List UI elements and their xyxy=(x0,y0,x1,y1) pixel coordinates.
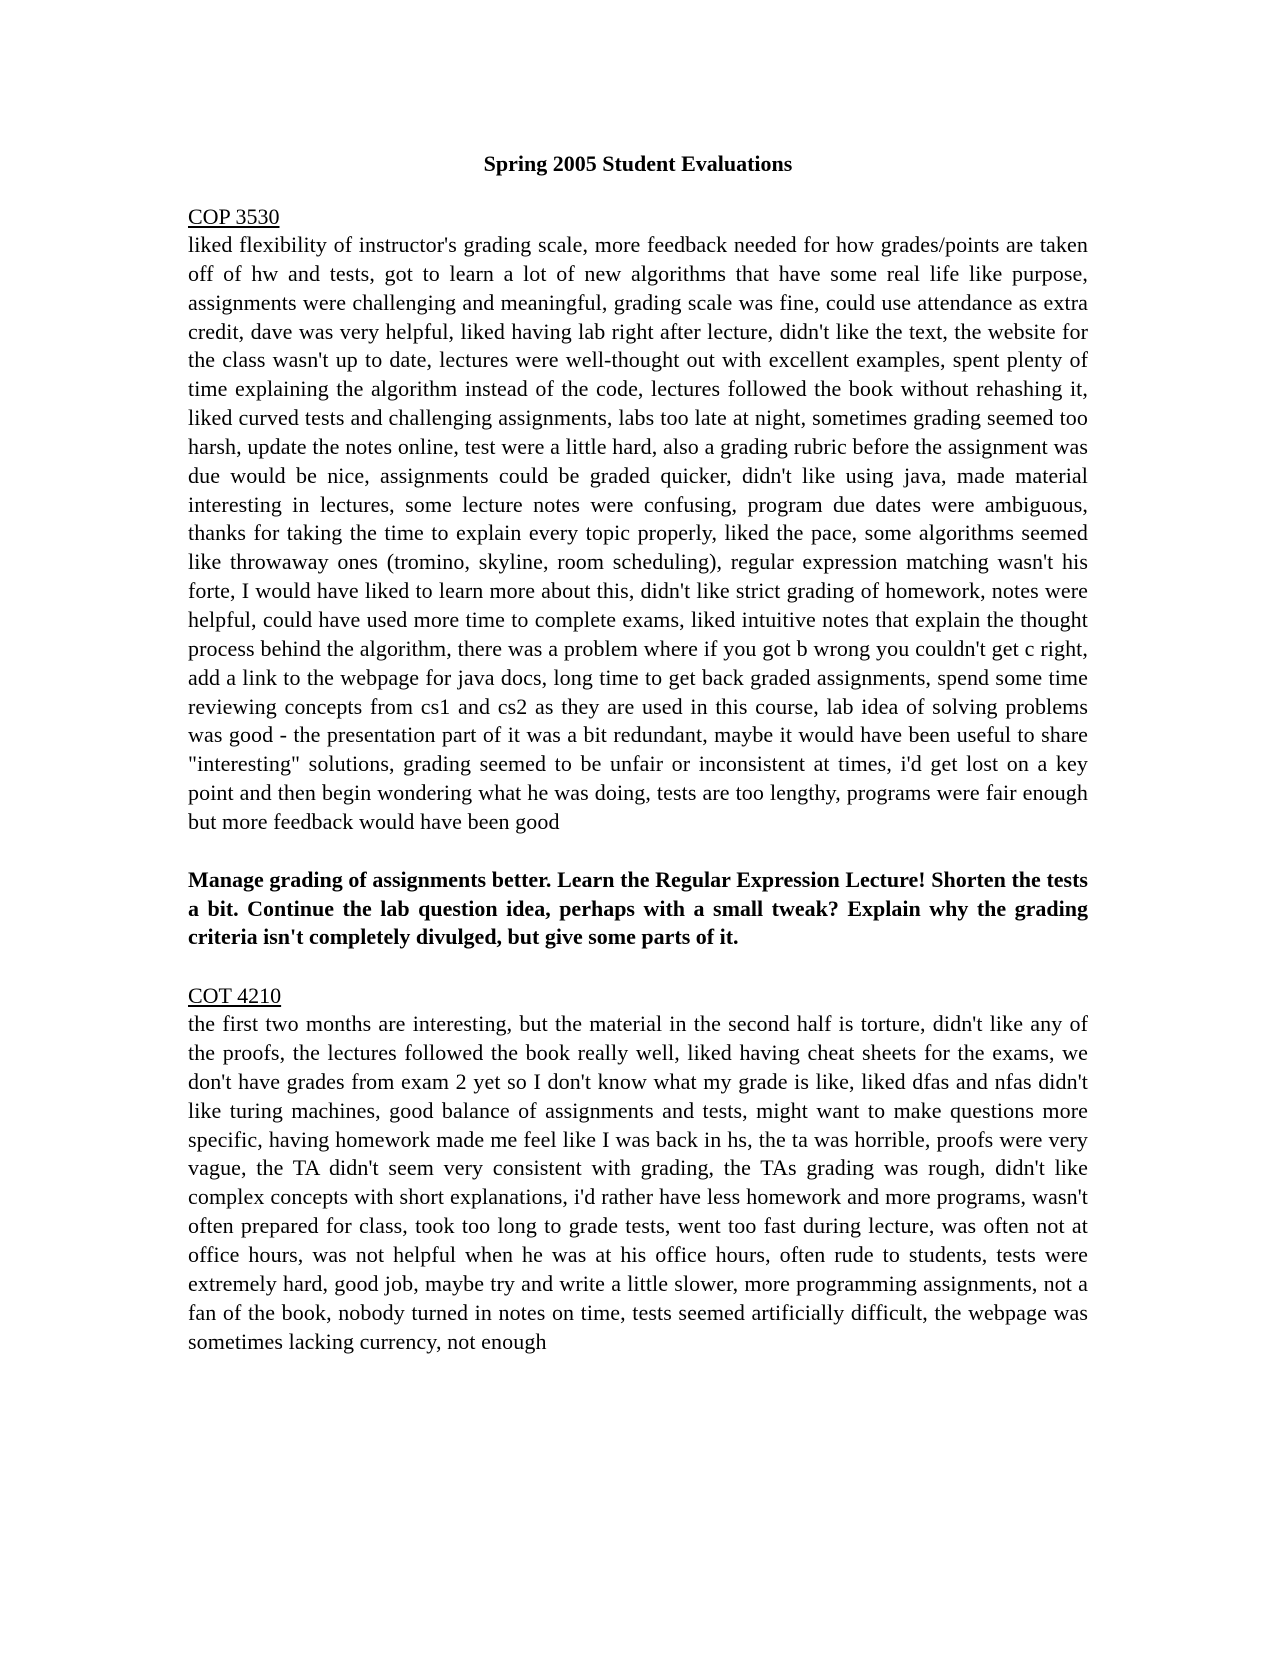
course-section-cot4210 xyxy=(188,981,1088,1356)
student-comments: liked flexibility of instructor's grading scale, more feedback needed for how grades/points are taken off of hw and tests, got to learn a lot of new algorithms that have some real life like purpose, assignments were challenging and meaningful, grading scale was fine, could use attendance as extra credit, dave was very helpful, liked having lab right after lecture, didn't like the text, the website for the class wasn't up to date, lectures were well-thought out with excellent examples, spent plenty of time explaining the algorithm instead of the code, lectures followed the book without rehashing it, liked curved tests and challenging assignments, labs too late at night, sometimes grading seemed too harsh, update the notes online, test were a little hard, also a grading rubric before the assignment was due would be nice, assignments could be graded quicker, didn't like using java, made material interesting in lectures, some lecture notes were confusing, program due dates were ambiguous, thanks for taking the time to explain every topic properly, liked the pace, some algorithms seemed like throwaway ones (tromino, skyline, room scheduling), regular expression matching wasn't his forte, I would have liked to learn more about this, didn't like strict grading of homework, notes were helpful, could have used more time to complete exams, liked intuitive notes that explain the thought process behind the algorithm, there was a problem where if you got b wrong you couldn't get c right, add a link to the webpage for java docs, long time to get back graded assignments, spend some time reviewing concepts from cs1 and cs2 as they are used in this course, lab idea of solving problems was good - the presentation part of it was a bit redundant, maybe it would have been useful to share "interesting" solutions, grading seemed to be unfair or inconsistent at times, i'd get lost on a key point and then begin wondering what he was doing, tests are too lengthy, programs were fair enough but more feedback would have been good xyxy=(188,232,1088,834)
course-code: COT 4210 xyxy=(188,983,282,1009)
document-page xyxy=(188,150,1088,1356)
instructor-summary: Manage grading of assignments better. Learn the Regular Expression Lecture! Shorten the tests a bit. Continue the lab question idea, perhaps with a small tweak? Explain why the grading criteria isn't completely divulged, but give some parts of it. xyxy=(188,866,1088,950)
document-title: Spring 2005 Student Evaluations xyxy=(483,151,793,176)
student-comments: the first two months are interesting, but the material in the second half is torture, didn't like any of the proofs, the lectures followed the book really well, liked having cheat sheets for the exams, we don't have grades from exam 2 yet so I don't know what my grade is like, liked dfas and nfas didn't like turing machines, good balance of assignments and tests, might want to make questions more specific, having homework made me feel like I was back in hs, the ta was horrible, proofs were very vague, the TA didn't seem very consistent with grading, the TAs grading was rough, didn't like complex concepts with short explanations, i'd rather have less homework and more programs, wasn't often prepared for class, took too long to grade tests, went too fast during lecture, was often not at office hours, was not helpful when he was at his office hours, often rude to students, tests were extremely hard, good job, maybe try and write a little slower, more programming assignments, not a fan of the book, nobody turned in notes on time, tests seemed artificially difficult, the webpage was sometimes lacking currency, not enough xyxy=(188,1011,1088,1354)
course-section-cop3530 xyxy=(188,202,1088,952)
course-code: COP 3530 xyxy=(188,204,280,229)
